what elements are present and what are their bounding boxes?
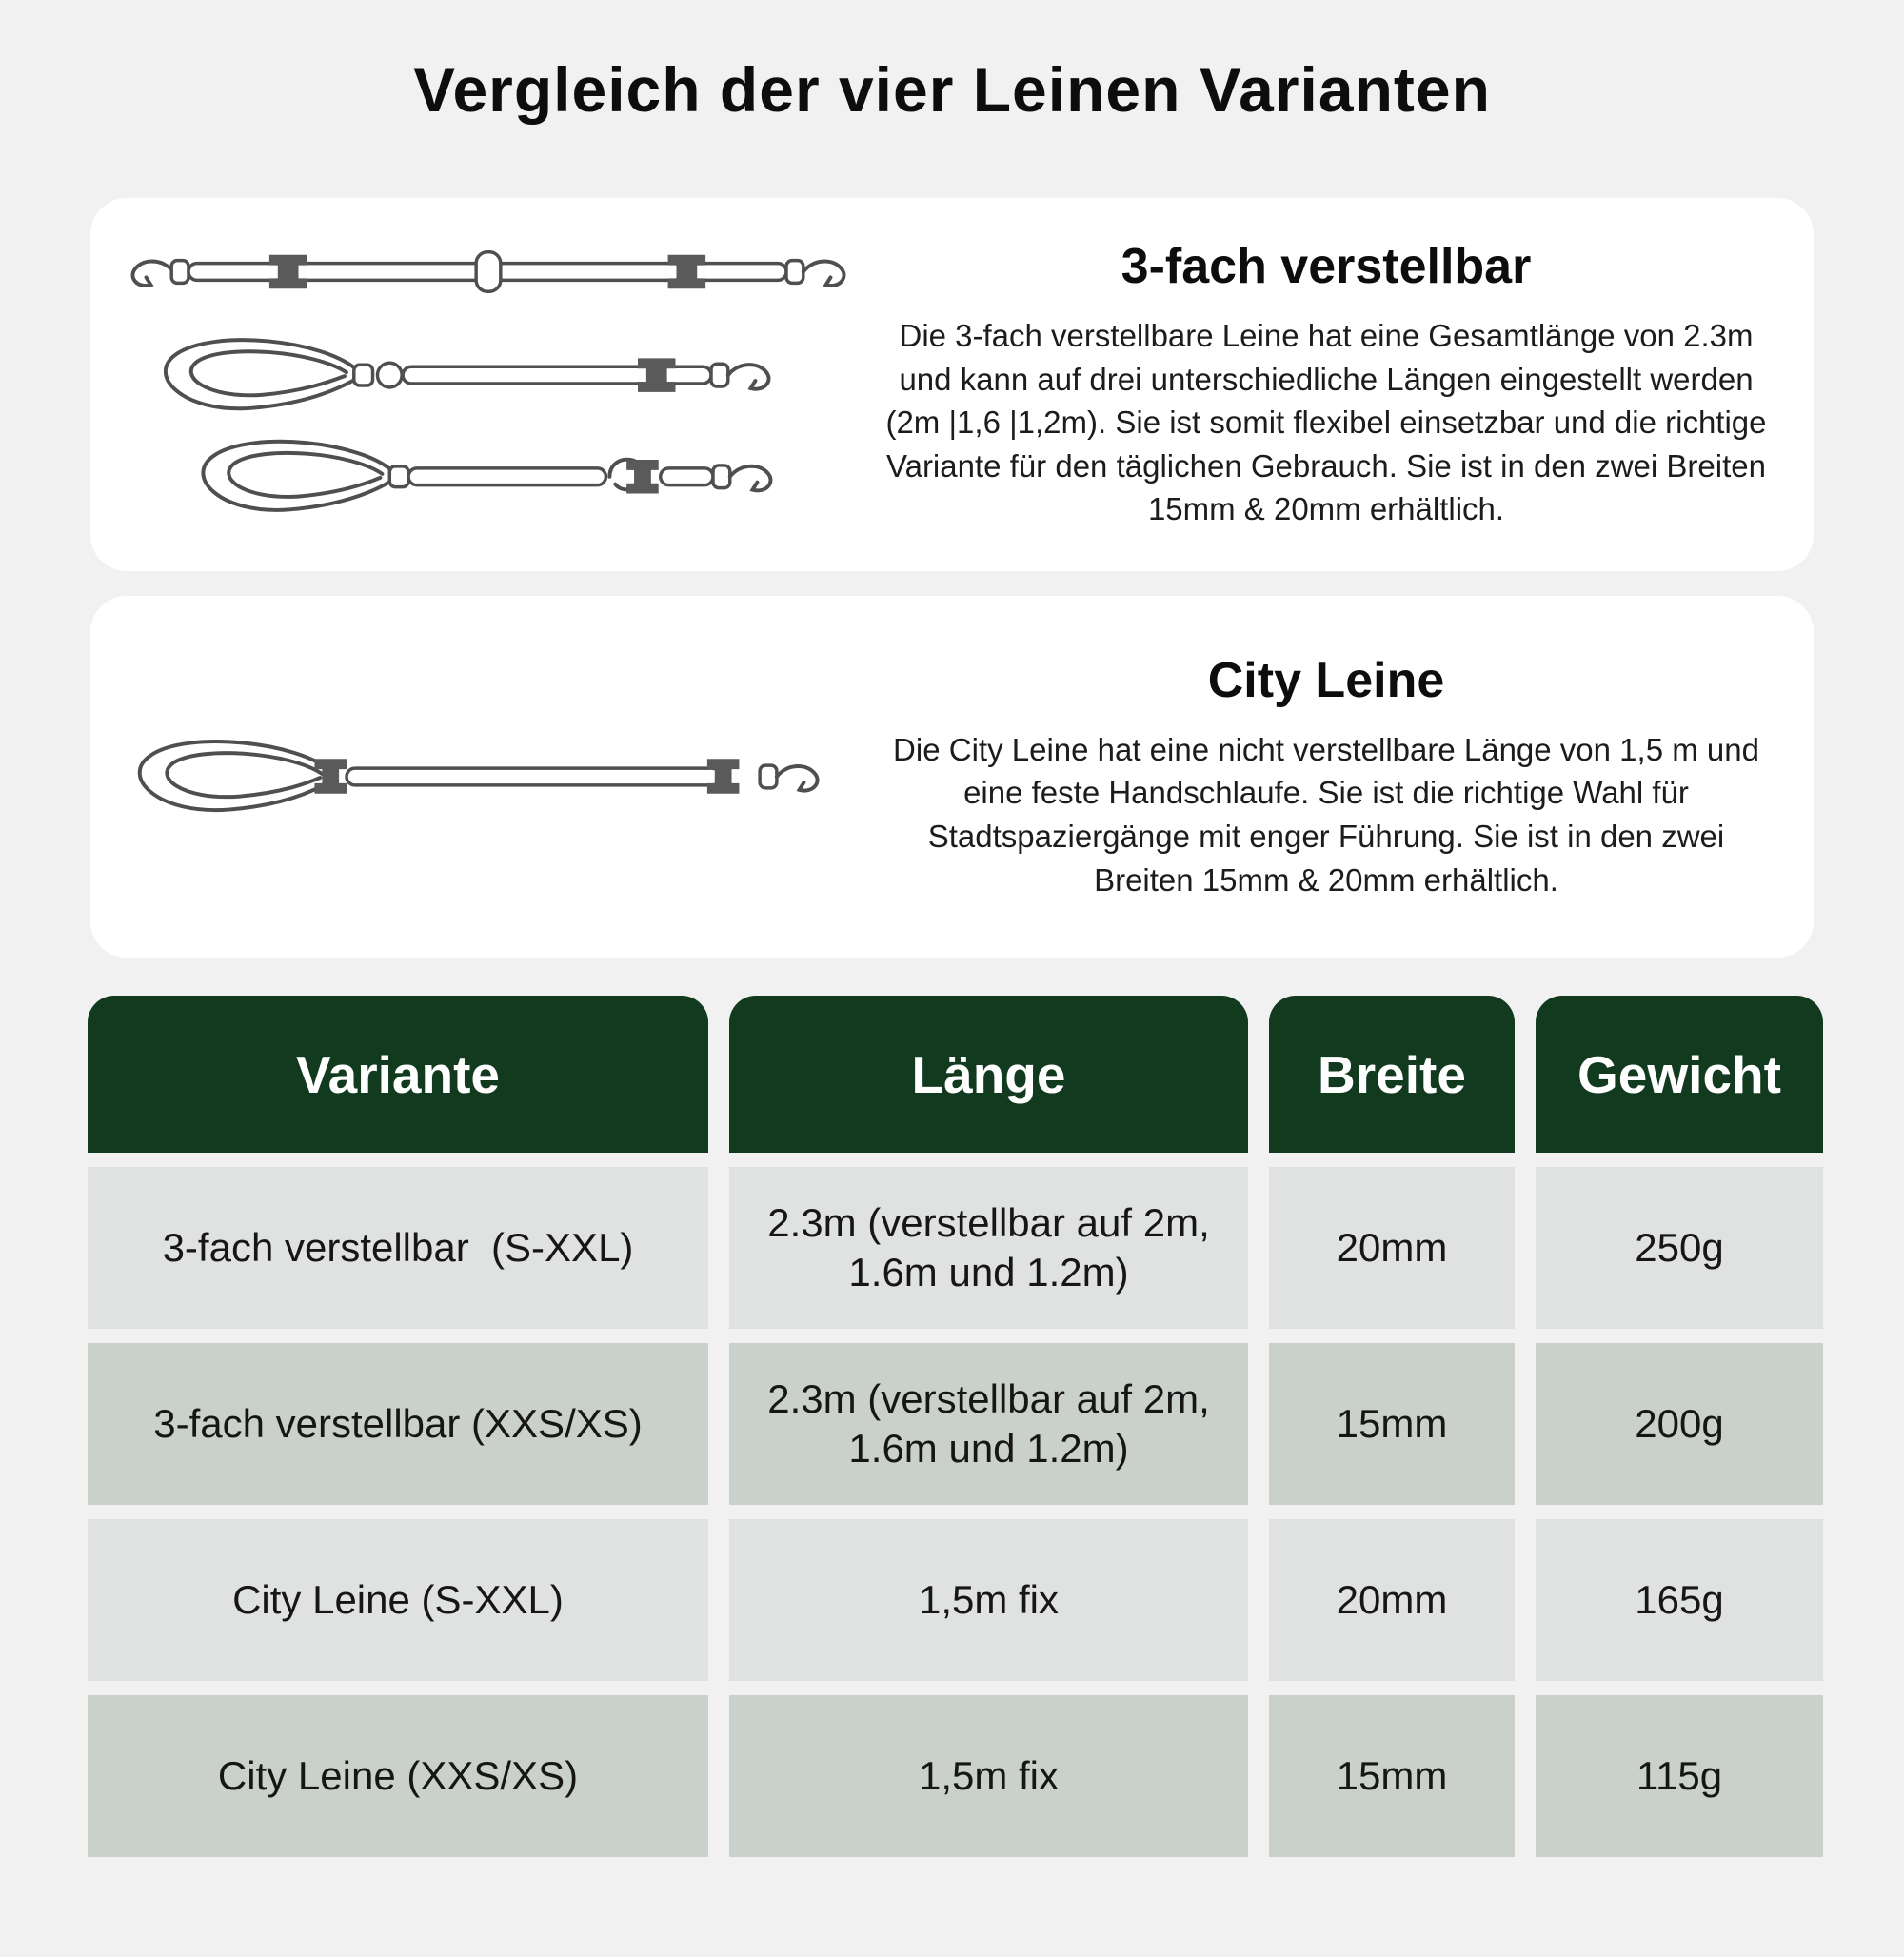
table-cell-variante-2 <box>88 1343 708 1505</box>
table-cell-breite-1 <box>1269 1167 1515 1329</box>
cell-text: 115g <box>1636 1752 1723 1798</box>
card-city-leine <box>90 596 1814 958</box>
table-cell-laenge-3 <box>729 1519 1248 1681</box>
table-cell-laenge-2 <box>729 1343 1248 1505</box>
table-cell-variante-1 <box>88 1167 708 1329</box>
cell-text: City Leine (XXS/XS) <box>217 1752 579 1798</box>
cell-text: 3-fach verstellbar (S-XXL) <box>162 1224 634 1270</box>
card-city-heading: City Leine <box>1207 652 1445 708</box>
table-header-variante: Variante <box>88 996 708 1153</box>
infographic-page <box>0 53 1904 1957</box>
card-3fach-heading: 3-fach verstellbar <box>1121 239 1532 295</box>
table-cell-gewicht-3 <box>1536 1519 1823 1681</box>
table-cell-variante-4 <box>88 1695 708 1857</box>
three-leashes-drawing <box>111 229 863 540</box>
table-cell-breite-3 <box>1269 1519 1515 1681</box>
leash-illustration-3fach <box>90 229 871 540</box>
cell-text: 250g <box>1635 1224 1724 1270</box>
cell-text: 1,5m fix <box>918 1752 1060 1798</box>
cell-text: 2.3m (verstellbar auf 2m, 1.6m und 1.2m) <box>767 1199 1221 1295</box>
table-header-laenge: Länge <box>729 996 1248 1153</box>
cell-text: City Leine (S-XXL) <box>232 1576 564 1622</box>
table-cell-gewicht-1 <box>1536 1167 1823 1329</box>
cell-text: 20mm <box>1336 1576 1448 1622</box>
table-header-breite: Breite <box>1269 996 1515 1153</box>
cell-text: 15mm <box>1336 1400 1448 1446</box>
card-city-description: Die City Leine hat eine nicht verstellbare Länge von 1,5 m und eine feste Handschlaufe. Sie ist die richtige Wahl für Stadtspaziergänge mit enger Führung. Sie ist in den zwei Breiten 15mm & 20mm erhältlich. <box>893 731 1759 898</box>
cell-text: 3-fach verstellbar (XXS/XS) <box>153 1400 643 1446</box>
city-leash-drawing <box>111 706 863 847</box>
table-cell-breite-4 <box>1269 1695 1515 1857</box>
cell-text: 165g <box>1635 1576 1724 1622</box>
table-cell-variante-3 <box>88 1519 708 1681</box>
table-cell-gewicht-4 <box>1536 1695 1823 1857</box>
table-cell-breite-2 <box>1269 1343 1515 1505</box>
card-3fach-verstellbar <box>90 198 1814 571</box>
table-cell-laenge-4 <box>729 1695 1248 1857</box>
card-3fach-text-block <box>871 238 1814 531</box>
card-city-text-block <box>871 652 1814 901</box>
comparison-table <box>88 996 1823 1857</box>
cell-text: 1,5m fix <box>918 1576 1060 1622</box>
cell-text: 20mm <box>1336 1224 1448 1270</box>
card-3fach-description: Die 3-fach verstellbare Leine hat eine Gesamtlänge von 2.3m und kann auf drei unterschiedliche Längen eingestellt werden (2m |1,6 |1,2m). Sie ist somit flexibel einsetzbar und die richtige Variante für den täglichen Gebrauch. Sie ist in den zwei Breiten 15mm & 20mm erhältlich. <box>885 318 1767 527</box>
table-cell-laenge-1 <box>729 1167 1248 1329</box>
table-header-gewicht: Gewicht <box>1536 996 1823 1153</box>
cell-text: 2.3m (verstellbar auf 2m, 1.6m und 1.2m) <box>767 1375 1221 1471</box>
leash-illustration-city <box>90 706 871 847</box>
table-cell-gewicht-2 <box>1536 1343 1823 1505</box>
cell-text: 15mm <box>1336 1752 1448 1798</box>
cell-text: 200g <box>1635 1400 1724 1446</box>
page-title: Vergleich der vier Leinen Varianten <box>413 54 1491 125</box>
